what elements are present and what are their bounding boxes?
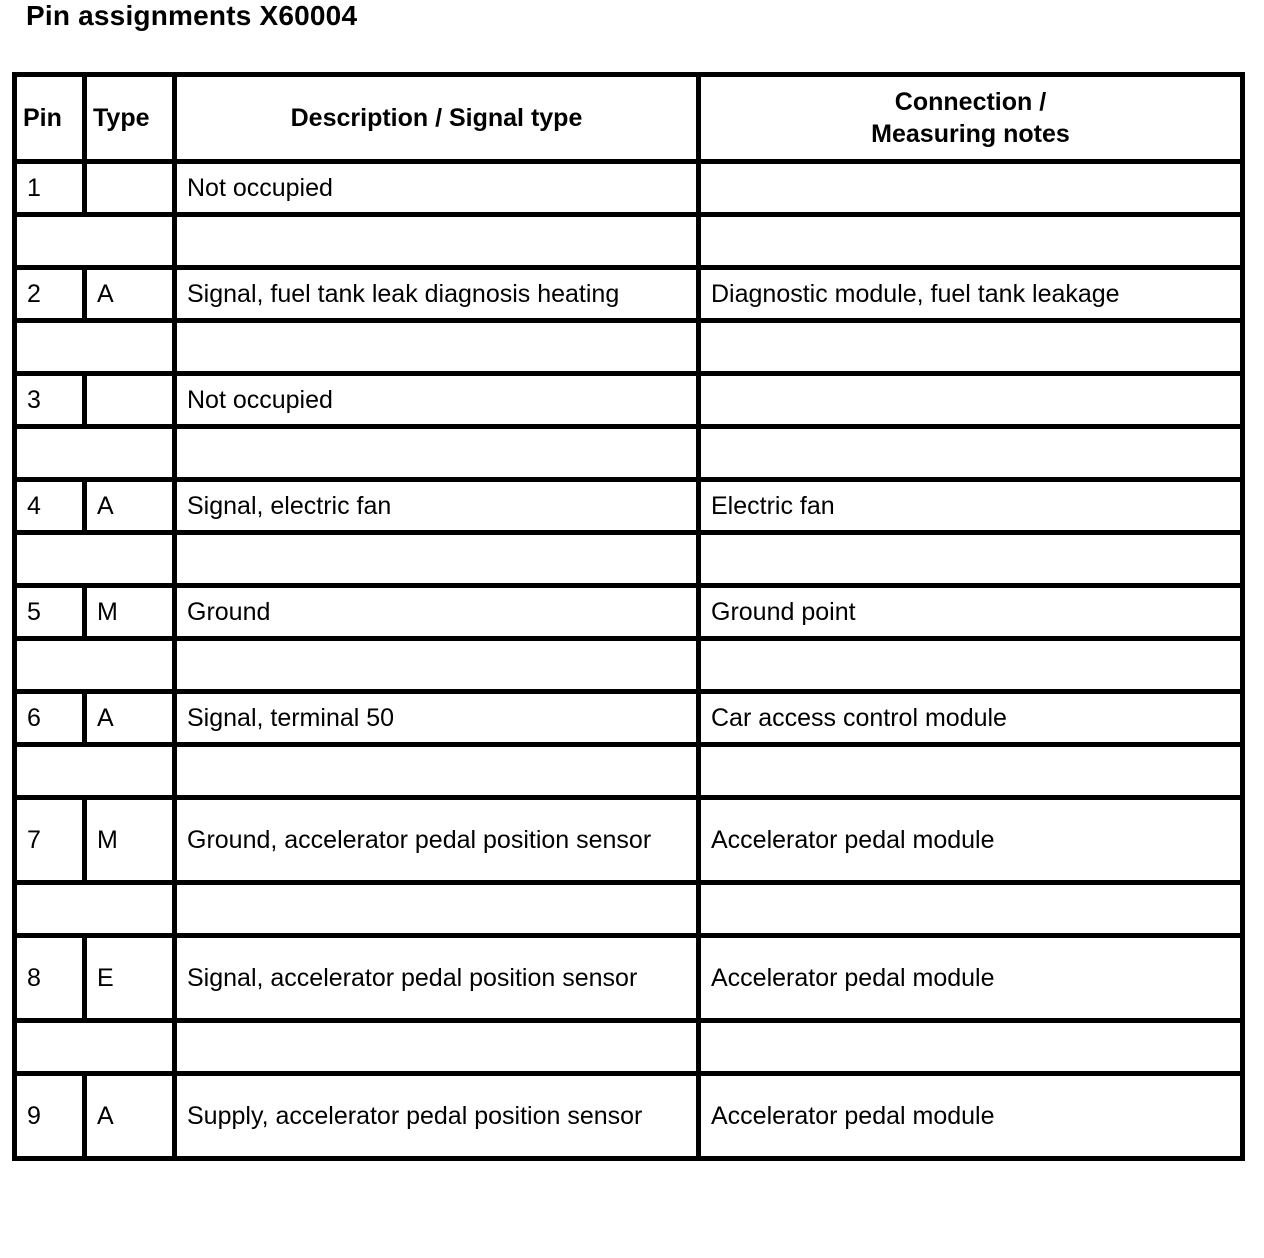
table-row <box>15 586 1243 639</box>
pin-description: Ground, accelerator pedal position sensor <box>175 798 699 883</box>
table-header-row <box>15 75 1243 162</box>
pin-type: A <box>85 1074 175 1159</box>
pin-number: 1 <box>15 162 85 215</box>
pin-description: Signal, terminal 50 <box>175 692 699 745</box>
pin-number: 5 <box>15 586 85 639</box>
spacer-row <box>15 1021 1243 1074</box>
pin-connection: Ground point <box>699 586 1243 639</box>
pin-connection: Car access control module <box>699 692 1243 745</box>
pin-number: 3 <box>15 374 85 427</box>
pin-type: A <box>85 692 175 745</box>
spacer-row <box>15 883 1243 936</box>
pin-description: Signal, electric fan <box>175 480 699 533</box>
table-row <box>15 936 1243 1021</box>
pin-number: 7 <box>15 798 85 883</box>
header-connection-line2: Measuring notes <box>871 120 1070 148</box>
spacer-row <box>15 427 1243 480</box>
pin-description: Not occupied <box>175 162 699 215</box>
spacer-row <box>15 745 1243 798</box>
pin-number: 9 <box>15 1074 85 1159</box>
table-row <box>15 1074 1243 1159</box>
pin-number: 6 <box>15 692 85 745</box>
pin-type <box>85 374 175 427</box>
table-row <box>15 374 1243 427</box>
pin-type: M <box>85 586 175 639</box>
spacer-row <box>15 321 1243 374</box>
spacer-row <box>15 639 1243 692</box>
pin-type: M <box>85 798 175 883</box>
header-connection <box>699 75 1243 162</box>
pin-description: Supply, accelerator pedal position sensor <box>175 1074 699 1159</box>
pin-connection: Accelerator pedal module <box>699 1074 1243 1159</box>
pin-connection: Diagnostic module, fuel tank leakage <box>699 268 1243 321</box>
pin-description: Signal, accelerator pedal position sensor <box>175 936 699 1021</box>
pin-connection <box>699 374 1243 427</box>
table-row <box>15 268 1243 321</box>
pin-connection <box>699 162 1243 215</box>
table-row <box>15 480 1243 533</box>
pin-description: Ground <box>175 586 699 639</box>
pin-type: E <box>85 936 175 1021</box>
pin-type: A <box>85 480 175 533</box>
pin-type: A <box>85 268 175 321</box>
pin-number: 2 <box>15 268 85 321</box>
header-connection-line1: Connection / <box>894 88 1047 116</box>
pin-connection: Electric fan <box>699 480 1243 533</box>
header-description: Description / Signal type <box>175 75 699 162</box>
pin-connection: Accelerator pedal module <box>699 798 1243 883</box>
table-row <box>15 692 1243 745</box>
pin-description: Not occupied <box>175 374 699 427</box>
pin-description: Signal, fuel tank leak diagnosis heating <box>175 268 699 321</box>
pin-connection: Accelerator pedal module <box>699 936 1243 1021</box>
pin-assignment-table <box>12 72 1245 1161</box>
table-row <box>15 162 1243 215</box>
spacer-row <box>15 533 1243 586</box>
page-title: Pin assignments X60004 <box>26 0 358 31</box>
pin-type <box>85 162 175 215</box>
header-type: Type <box>85 75 175 162</box>
header-pin: Pin <box>15 75 85 162</box>
pin-number: 4 <box>15 480 85 533</box>
table-row <box>15 798 1243 883</box>
spacer-row <box>15 215 1243 268</box>
pin-number: 8 <box>15 936 85 1021</box>
